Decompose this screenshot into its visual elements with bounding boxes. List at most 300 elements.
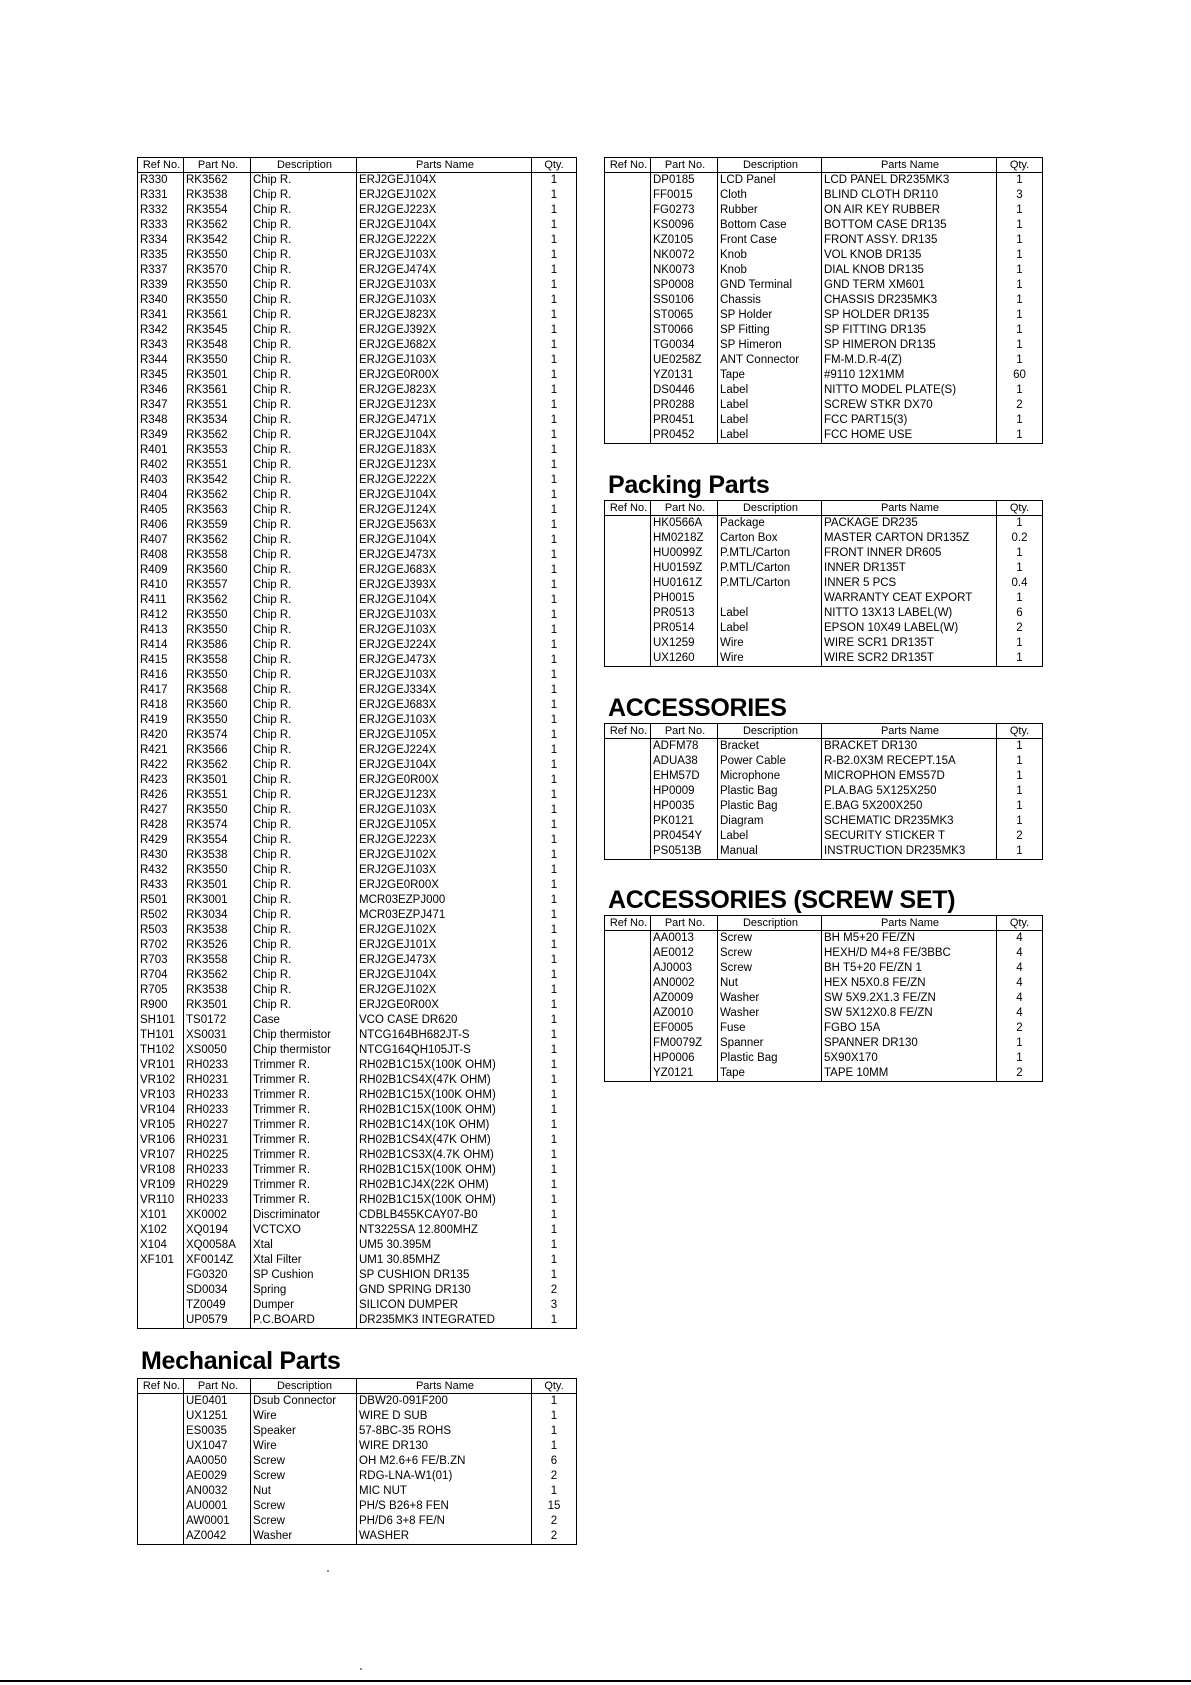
table-row (138, 1298, 576, 1313)
cell-qty: 4 (996, 931, 1042, 946)
cell-desc: Screw (250, 1514, 356, 1529)
cell-part: RK3550 (183, 608, 250, 623)
table-row (138, 488, 576, 503)
cell-ref: R406 (140, 519, 168, 531)
cell-name: RH02B1C15X(100K OHM) (356, 1103, 531, 1118)
cell-ref (605, 784, 650, 799)
cell-name: SP CUSHION DR135 (356, 1268, 531, 1283)
cell-name: ERJ2GEJ393X (356, 578, 531, 593)
table-row (138, 323, 576, 338)
cell-name: SECURITY STICKER T (821, 829, 996, 844)
cell-ref: R349 (140, 429, 168, 441)
cell-part: AE0012 (650, 946, 717, 961)
header-name: Parts Name (356, 158, 531, 172)
cell-part: PS0513B (650, 844, 717, 859)
cell-part: PK0121 (650, 814, 717, 829)
header-desc: Description (250, 1379, 356, 1393)
header-ref: Ref No. (609, 502, 648, 514)
cell-qty: 1 (531, 908, 576, 923)
table-row (138, 173, 576, 188)
cell-ref (138, 1283, 183, 1298)
cell-name: RDG-LNA-W1(01) (356, 1469, 531, 1484)
cell-qty: 1 (531, 983, 576, 998)
cell-part: RK3548 (183, 338, 250, 353)
cell-desc: Trimmer R. (250, 1073, 356, 1088)
cell-ref (605, 636, 650, 651)
cell-qty: 1 (996, 308, 1042, 323)
cell-ref: R334 (140, 234, 168, 246)
cell-part: RH0233 (183, 1103, 250, 1118)
cell-name: GND TERM XM601 (821, 278, 996, 293)
cell-ref: VR107 (140, 1149, 176, 1161)
table-row (605, 368, 1042, 383)
cell-desc: Chip R. (250, 218, 356, 233)
cell-name: NTCG164BH682JT-S (356, 1028, 531, 1043)
cell-desc: Chip R. (250, 278, 356, 293)
cell-name: NT3225SA 12.800MHZ (356, 1223, 531, 1238)
table-row (138, 398, 576, 413)
cell-desc: Chip R. (250, 233, 356, 248)
cell-name: ERJ2GEJ105X (356, 818, 531, 833)
cell-part: RK3538 (183, 848, 250, 863)
table-row (138, 668, 576, 683)
cell-desc: Chip R. (250, 443, 356, 458)
cell-name: ERJ2GE0R00X (356, 998, 531, 1013)
cell-ref: R418 (140, 699, 168, 711)
cell-desc: Trimmer R. (250, 1103, 356, 1118)
cell-ref: R417 (140, 684, 168, 696)
cell-part: RK3538 (183, 923, 250, 938)
cell-name: SPANNER DR130 (821, 1036, 996, 1051)
cell-part: RK3550 (183, 278, 250, 293)
cell-qty: 1 (531, 818, 576, 833)
cell-part: SD0034 (183, 1283, 250, 1298)
table-row (605, 398, 1042, 413)
cell-ref: R330 (140, 174, 168, 186)
cell-part: RK3550 (183, 293, 250, 308)
cell-ref (605, 173, 650, 188)
cell-name: CHASSIS DR235MK3 (821, 293, 996, 308)
cell-ref: R409 (140, 564, 168, 576)
cell-part: AW0001 (183, 1514, 250, 1529)
cell-name: ERJ2GEJ103X (356, 623, 531, 638)
packing-parts-table (604, 500, 1043, 667)
cell-qty: 1 (531, 953, 576, 968)
cell-qty: 6 (996, 606, 1042, 621)
table-row (138, 953, 576, 968)
cell-ref (605, 991, 650, 1006)
cell-qty: 1 (996, 754, 1042, 769)
cell-ref (138, 1313, 183, 1328)
table-row (605, 413, 1042, 428)
cell-ref: R427 (140, 804, 168, 816)
table-header-row (605, 501, 1042, 516)
cell-ref: X104 (140, 1239, 167, 1251)
table-row (605, 754, 1042, 769)
cell-part: RK3559 (183, 518, 250, 533)
cell-part: ES0035 (183, 1424, 250, 1439)
table-row (138, 758, 576, 773)
cell-ref: R703 (140, 954, 168, 966)
table-row (605, 1036, 1042, 1051)
table-row (138, 563, 576, 578)
cell-ref: TH102 (140, 1044, 175, 1056)
cell-name: FCC HOME USE (821, 428, 996, 443)
cell-desc: Chip R. (250, 848, 356, 863)
table-header-row (138, 1379, 576, 1394)
cell-qty: 1 (531, 203, 576, 218)
cell-name: ERJ2GEJ103X (356, 803, 531, 818)
cell-part: TG0034 (650, 338, 717, 353)
cell-desc: Chip R. (250, 833, 356, 848)
cell-desc: Chip R. (250, 353, 356, 368)
cell-part: RK3534 (183, 413, 250, 428)
cell-part: RK3574 (183, 728, 250, 743)
cell-desc: VCTCXO (250, 1223, 356, 1238)
cell-part: RK3560 (183, 563, 250, 578)
packing-parts-title: Packing Parts (608, 471, 770, 499)
cell-name: VCO CASE DR620 (356, 1013, 531, 1028)
cell-desc: Chip R. (250, 488, 356, 503)
electrical-parts-table (137, 157, 577, 1329)
cell-qty: 1 (531, 893, 576, 908)
cell-name: ERJ2GE0R00X (356, 878, 531, 893)
cell-qty: 1 (996, 233, 1042, 248)
cell-ref (138, 1469, 183, 1484)
cell-name: ERJ2GEJ392X (356, 323, 531, 338)
cell-desc: Chip R. (250, 263, 356, 278)
cell-qty: 1 (996, 173, 1042, 188)
cell-qty: 1 (996, 353, 1042, 368)
table-row (605, 516, 1042, 531)
cell-ref: R341 (140, 309, 168, 321)
cell-part: RK3566 (183, 743, 250, 758)
table-row (605, 1006, 1042, 1021)
table-row (138, 1238, 576, 1253)
cell-name: ERJ2GEJ103X (356, 713, 531, 728)
cell-part: RK3550 (183, 353, 250, 368)
cell-name: RH02B1CJ4X(22K OHM) (356, 1178, 531, 1193)
cell-ref: R415 (140, 654, 168, 666)
table-row (138, 383, 576, 398)
cell-desc: Chip R. (250, 188, 356, 203)
cell-ref (605, 368, 650, 383)
cell-desc: Chip R. (250, 548, 356, 563)
cell-qty: 4 (996, 976, 1042, 991)
cell-name: ERJ2GEJ823X (356, 308, 531, 323)
cell-name: BH M5+20 FE/ZN (821, 931, 996, 946)
table-row (605, 636, 1042, 651)
cell-ref: R401 (140, 444, 168, 456)
cell-ref: R405 (140, 504, 168, 516)
cell-ref: R428 (140, 819, 168, 831)
cell-desc: Label (717, 413, 821, 428)
header-name: Parts Name (356, 1379, 531, 1393)
table-header-row (605, 916, 1042, 931)
screw-set-table (604, 915, 1043, 1082)
cell-part: RK3562 (183, 533, 250, 548)
cell-qty: 1 (531, 788, 576, 803)
cell-qty: 1 (996, 561, 1042, 576)
cell-name: RH02B1CS3X(4.7K OHM) (356, 1148, 531, 1163)
table-header-row (138, 158, 576, 173)
cell-desc: Chip R. (250, 773, 356, 788)
cell-desc: Chip R. (250, 248, 356, 263)
cell-desc: Rubber (717, 203, 821, 218)
cell-desc: Knob (717, 263, 821, 278)
cell-part: ST0065 (650, 308, 717, 323)
cell-part: TS0172 (183, 1013, 250, 1028)
cell-ref: R413 (140, 624, 168, 636)
cell-name: ERJ2GEJ224X (356, 638, 531, 653)
cell-desc: Manual (717, 844, 821, 859)
table-row (605, 188, 1042, 203)
cell-name: ERJ2GEJ105X (356, 728, 531, 743)
cell-part: RK3550 (183, 803, 250, 818)
cell-part: RK3562 (183, 218, 250, 233)
cell-qty: 1 (531, 1394, 576, 1409)
cell-part: RK3551 (183, 398, 250, 413)
table-row (138, 773, 576, 788)
header-name: Parts Name (821, 916, 996, 930)
cell-part: TZ0049 (183, 1298, 250, 1313)
cell-part: RK3562 (183, 488, 250, 503)
cell-desc: Xtal Filter (250, 1253, 356, 1268)
cell-desc: Chip R. (250, 638, 356, 653)
cell-name: ERJ2GEJ222X (356, 473, 531, 488)
cell-name: SW 5X9.2X1.3 FE/ZN (821, 991, 996, 1006)
table-row (605, 844, 1042, 859)
cell-qty: 1 (531, 593, 576, 608)
cell-part: AU0001 (183, 1499, 250, 1514)
cell-qty: 1 (531, 263, 576, 278)
cell-desc: Chip R. (250, 983, 356, 998)
cell-desc: Chip R. (250, 518, 356, 533)
cell-desc: Screw (717, 946, 821, 961)
cell-desc: Discriminator (250, 1208, 356, 1223)
cell-name: ERJ2GEJ223X (356, 203, 531, 218)
cell-ref: R705 (140, 984, 168, 996)
table-row (138, 1514, 576, 1529)
cell-name: NITTO MODEL PLATE(S) (821, 383, 996, 398)
cell-desc: Chip R. (250, 428, 356, 443)
cell-desc: Chip R. (250, 413, 356, 428)
cell-desc: Diagram (717, 814, 821, 829)
cell-part: AZ0009 (650, 991, 717, 1006)
cell-desc: Chip R. (250, 308, 356, 323)
table-row (138, 593, 576, 608)
cell-qty: 1 (996, 814, 1042, 829)
cell-qty: 1 (531, 308, 576, 323)
cell-name: DIAL KNOB DR135 (821, 263, 996, 278)
cell-name: NTCG164QH105JT-S (356, 1043, 531, 1058)
cell-part: XQ0058A (183, 1238, 250, 1253)
cell-desc: Trimmer R. (250, 1088, 356, 1103)
cell-desc: Bracket (717, 739, 821, 754)
cell-qty: 1 (531, 533, 576, 548)
cell-desc: Dsub Connector (250, 1394, 356, 1409)
table-row (605, 931, 1042, 946)
table-row (138, 293, 576, 308)
cell-part: RK3550 (183, 668, 250, 683)
table-row (138, 1178, 576, 1193)
cell-ref (605, 799, 650, 814)
accessories-screw-set-title: ACCESSORIES (SCREW SET) (608, 886, 956, 914)
table-row (605, 961, 1042, 976)
cell-ref: R410 (140, 579, 168, 591)
cell-desc: Chip R. (250, 668, 356, 683)
cell-desc: Screw (250, 1454, 356, 1469)
table-row (138, 1223, 576, 1238)
cell-part: HP0035 (650, 799, 717, 814)
cell-part: RK3550 (183, 713, 250, 728)
cell-part: RK3562 (183, 758, 250, 773)
cell-ref (138, 1409, 183, 1424)
cell-name: CDBLB455KCAY07-B0 (356, 1208, 531, 1223)
cell-desc: Screw (250, 1499, 356, 1514)
table-row (138, 1148, 576, 1163)
cell-name: ERJ2GEJ223X (356, 833, 531, 848)
cell-part: RK3538 (183, 188, 250, 203)
cell-qty: 1 (531, 698, 576, 713)
cell-ref (605, 1051, 650, 1066)
cell-part: FG0320 (183, 1268, 250, 1283)
cell-qty: 1 (531, 1118, 576, 1133)
cell-name: BOTTOM CASE DR135 (821, 218, 996, 233)
cell-part: NK0072 (650, 248, 717, 263)
cell-ref: VR106 (140, 1134, 176, 1146)
cell-name: BH T5+20 FE/ZN 1 (821, 961, 996, 976)
cell-ref: TH101 (140, 1029, 175, 1041)
cell-desc: Chip R. (250, 563, 356, 578)
cell-name: FM-M.D.R-4(Z) (821, 353, 996, 368)
cell-name: RH02B1C15X(100K OHM) (356, 1193, 531, 1208)
cell-desc: P.C.BOARD (250, 1313, 356, 1328)
cell-desc: Trimmer R. (250, 1178, 356, 1193)
cell-part: FF0015 (650, 188, 717, 203)
cell-qty: 1 (996, 338, 1042, 353)
cell-ref (605, 769, 650, 784)
cell-name: ERJ2GEJ224X (356, 743, 531, 758)
table-row (138, 218, 576, 233)
cell-desc: Chip R. (250, 938, 356, 953)
cell-name: ERJ2GEJ183X (356, 443, 531, 458)
cell-desc: Chip R. (250, 818, 356, 833)
cell-qty: 1 (531, 1073, 576, 1088)
page-bottom-rule (0, 1680, 1191, 1682)
cell-ref (605, 383, 650, 398)
cell-part: UX1259 (650, 636, 717, 651)
cell-ref: R403 (140, 474, 168, 486)
header-ref: Ref No. (142, 1380, 181, 1392)
cell-ref: XF101 (140, 1254, 174, 1266)
cell-name: ERJ2GEJ102X (356, 188, 531, 203)
cell-qty: 4 (996, 961, 1042, 976)
cell-part: RK3560 (183, 698, 250, 713)
cell-ref: R408 (140, 549, 168, 561)
cell-qty: 1 (531, 878, 576, 893)
cell-part: RK3501 (183, 368, 250, 383)
cell-desc: Chip thermistor (250, 1028, 356, 1043)
header-qty: Qty. (996, 916, 1042, 930)
scan-speck (360, 1668, 362, 1670)
cell-qty: 1 (996, 591, 1042, 606)
table-row (138, 473, 576, 488)
cell-name: ERJ2GEJ334X (356, 683, 531, 698)
cell-name: ERJ2GEJ682X (356, 338, 531, 353)
cell-qty: 1 (531, 293, 576, 308)
cell-part: RK3551 (183, 788, 250, 803)
header-name: Parts Name (821, 158, 996, 172)
table-row (138, 833, 576, 848)
cell-name: ERJ2GEJ683X (356, 563, 531, 578)
cell-ref: VR104 (140, 1104, 176, 1116)
cell-name: ERJ2GEJ683X (356, 698, 531, 713)
cell-part: RK3550 (183, 863, 250, 878)
cell-qty: 1 (531, 638, 576, 653)
cell-qty: 1 (531, 1313, 576, 1328)
cell-name: DBW20-091F200 (356, 1394, 531, 1409)
cell-name: RH02B1C15X(100K OHM) (356, 1058, 531, 1073)
cell-ref: SH101 (140, 1014, 176, 1026)
cell-qty: 0.2 (996, 531, 1042, 546)
cell-part: XS0050 (183, 1043, 250, 1058)
cell-qty: 1 (531, 608, 576, 623)
cell-ref (605, 263, 650, 278)
table-row (605, 784, 1042, 799)
cell-desc: Chip thermistor (250, 1043, 356, 1058)
cell-part: RK3568 (183, 683, 250, 698)
cell-qty: 1 (531, 1208, 576, 1223)
cell-part: RH0233 (183, 1058, 250, 1073)
cell-name: MCR03EZPJ471 (356, 908, 531, 923)
cell-desc: Tape (717, 1066, 821, 1081)
cell-part: XQ0194 (183, 1223, 250, 1238)
cell-ref: R340 (140, 294, 168, 306)
cell-name: PLA.BAG 5X125X250 (821, 784, 996, 799)
cell-part: RH0227 (183, 1118, 250, 1133)
cell-desc: Chip R. (250, 743, 356, 758)
header-qty: Qty. (996, 158, 1042, 172)
cell-name: ERJ2GEJ104X (356, 533, 531, 548)
cell-part: EF0005 (650, 1021, 717, 1036)
cell-desc: Screw (717, 961, 821, 976)
table-row (605, 173, 1042, 188)
table-row (605, 338, 1042, 353)
cell-desc: Wire (250, 1409, 356, 1424)
cell-part: RK3570 (183, 263, 250, 278)
cell-name: ERJ2GEJ103X (356, 248, 531, 263)
cell-desc: Wire (717, 636, 821, 651)
header-qty: Qty. (996, 501, 1042, 515)
cell-part: PR0514 (650, 621, 717, 636)
cell-ref (138, 1499, 183, 1514)
cell-name: ERJ2GEJ473X (356, 953, 531, 968)
cell-name: WASHER (356, 1529, 531, 1544)
cell-desc: Label (717, 383, 821, 398)
cell-ref (138, 1454, 183, 1469)
cell-ref: VR110 (140, 1194, 175, 1206)
cell-qty: 60 (996, 368, 1042, 383)
cell-ref (605, 1036, 650, 1051)
cell-qty: 1 (996, 651, 1042, 666)
cell-qty: 1 (531, 668, 576, 683)
cell-desc: Chip R. (250, 578, 356, 593)
cell-qty: 1 (996, 769, 1042, 784)
cell-qty: 1 (531, 938, 576, 953)
cell-qty: 6 (531, 1454, 576, 1469)
table-row (605, 1066, 1042, 1081)
